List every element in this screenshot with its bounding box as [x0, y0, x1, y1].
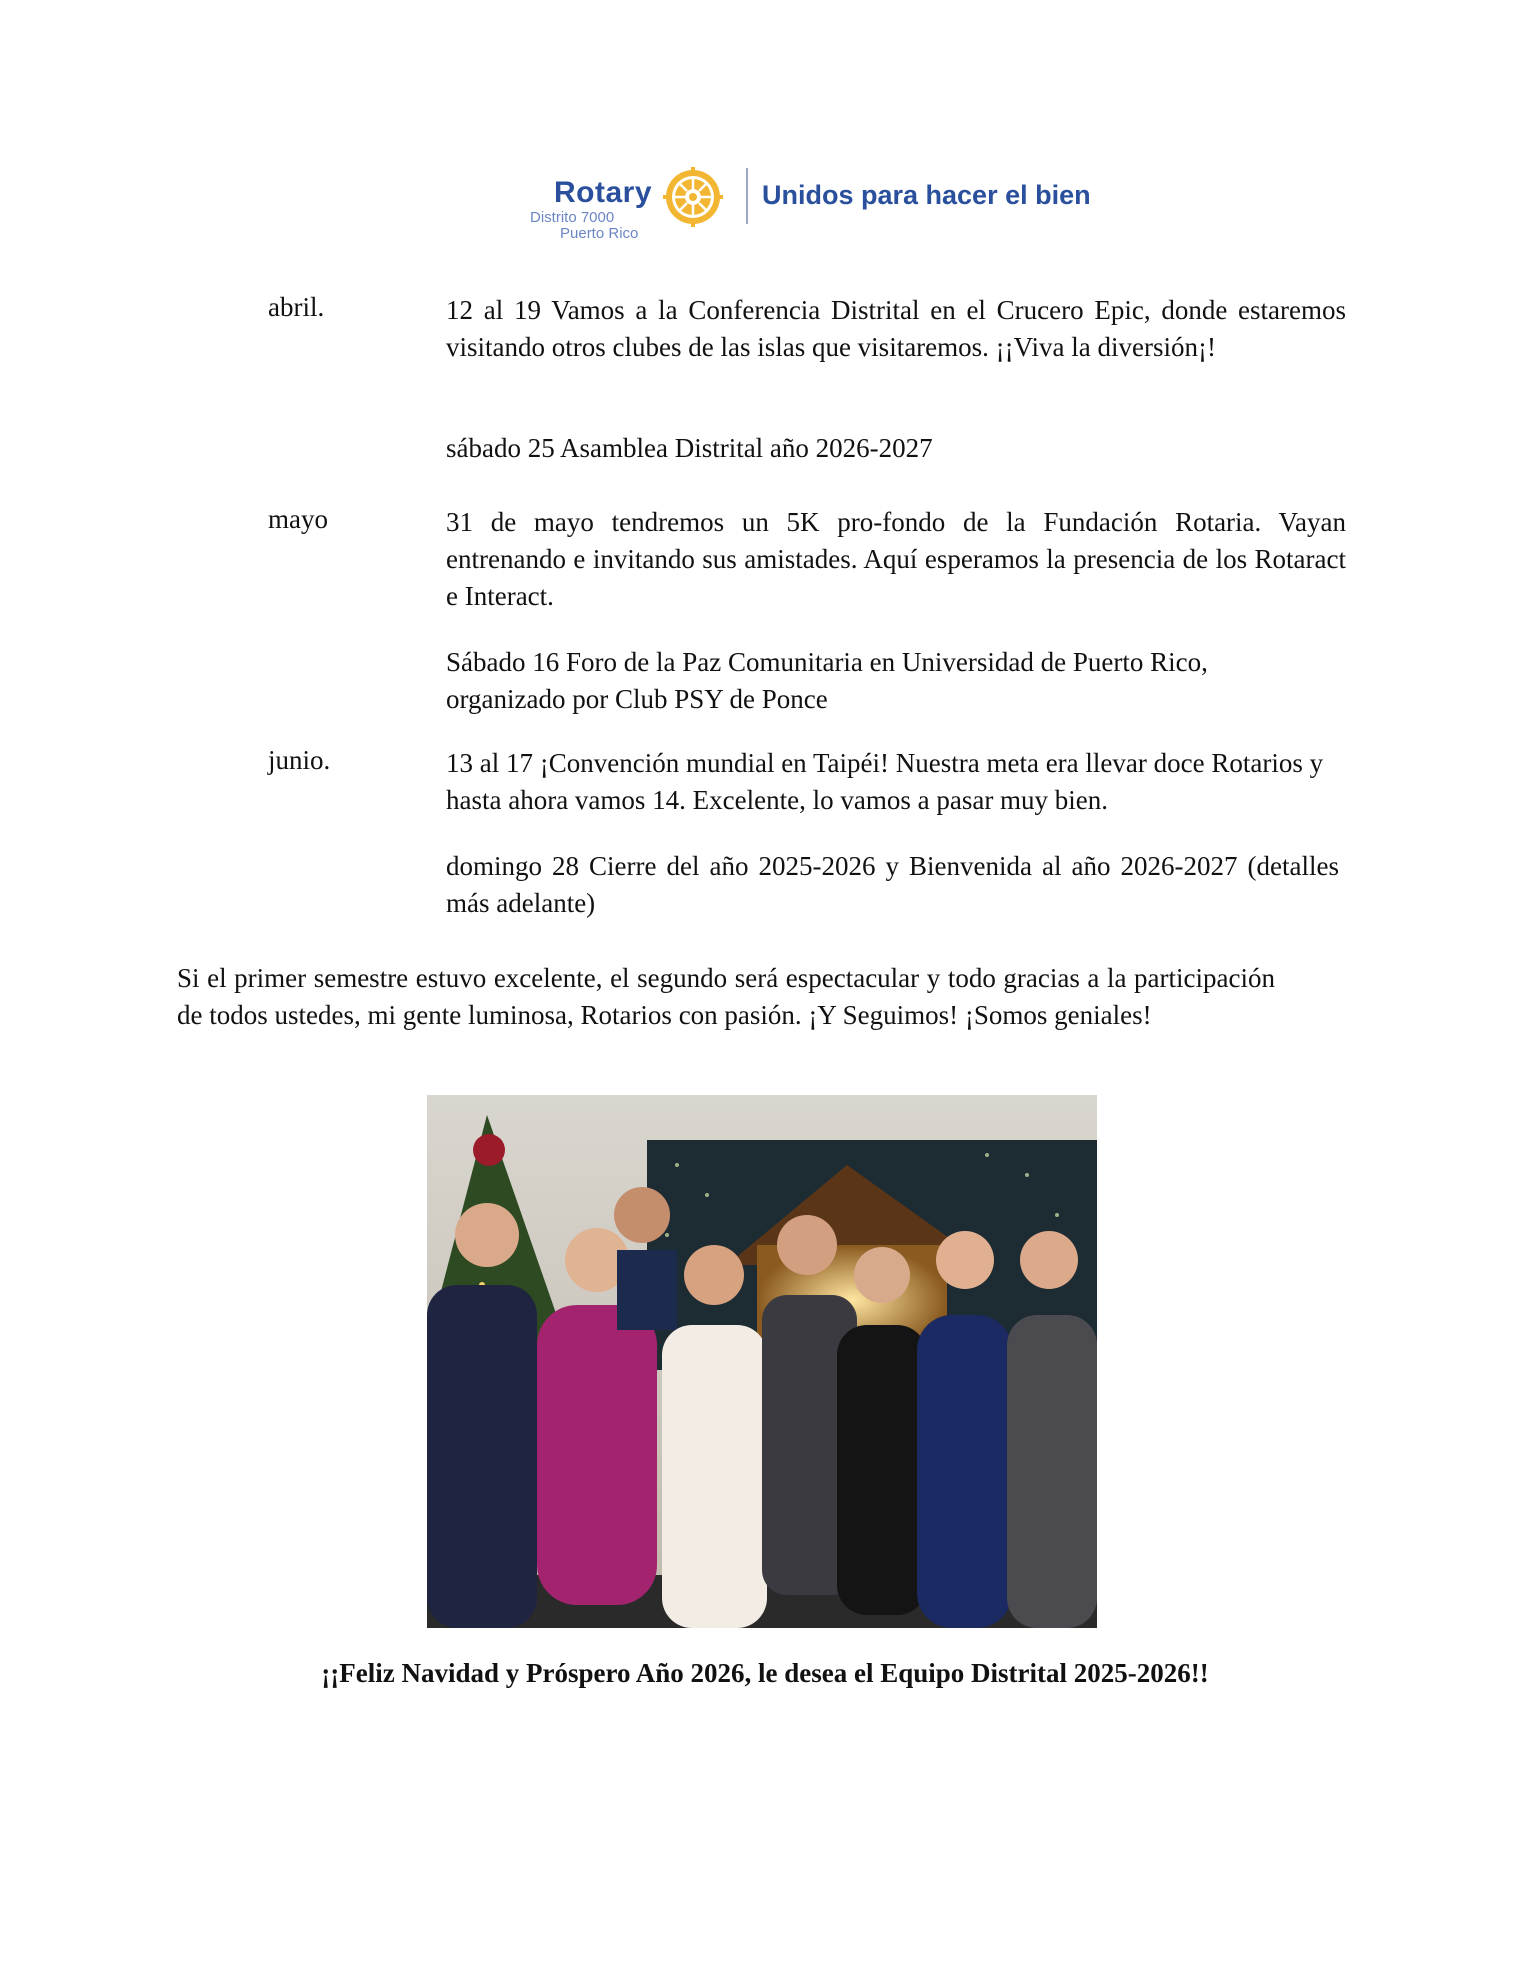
district-line2: Puerto Rico	[560, 225, 639, 242]
district-line1: Distrito 7000	[530, 209, 615, 226]
rotary-wheel-icon	[662, 166, 724, 228]
header-divider	[746, 168, 748, 224]
closing-greeting: ¡¡Feliz Navidad y Próspero Año 2026, le desea el Equipo Distrital 2025-2026!!	[321, 1658, 1209, 1688]
closing-paragraph: Si el primer semestre estuvo excelente, el segundo será espectacular y todo gracias a la participación de todos ustedes, mi gente luminosa, Rotarios con pasión. ¡Y Seguimos! ¡Somos geniales!	[177, 963, 1275, 1030]
april-entry-1: 12 al 19 Vamos a la Conferencia Distrital en el Crucero Epic, donde estaremos visitando otros clubes de las islas que visitaremos. ¡¡Viva la diversión¡!	[446, 295, 1346, 362]
may-entry-2: Sábado 16 Foro de la Paz Comunitaria en Universidad de Puerto Rico, organizado por Club PSY de Ponce	[446, 647, 1208, 714]
group-photo-illustration	[427, 1095, 1097, 1628]
june-entry-2: domingo 28 Cierre del año 2025-2026 y Bienvenida al año 2026-2027 (detalles más adelante)	[446, 851, 1339, 918]
may-entry-1: 31 de mayo tendremos un 5K pro-fondo de la Fundación Rotaria. Vayan entrenando e invitando sus amistades. Aquí esperamos la presencia de los Rotaract e Interact.	[446, 507, 1346, 611]
month-april: abril.	[268, 292, 325, 322]
month-may: mayo	[268, 504, 328, 534]
month-june: junio.	[268, 745, 331, 775]
june-entry-1: 13 al 17 ¡Convención mundial en Taipéi! Nuestra meta era llevar doce Rotarios y hasta ahora vamos 14. Excelente, lo vamos a pasar muy bien.	[446, 748, 1324, 815]
rotary-header	[0, 160, 1530, 250]
slogan: Unidos para hacer el bien	[762, 180, 1091, 210]
group-photo	[427, 1095, 1097, 1628]
april-entry-2: sábado 25 Asamblea Distrital año 2026-2027	[446, 433, 933, 463]
rotary-brand: Rotary	[554, 176, 653, 209]
